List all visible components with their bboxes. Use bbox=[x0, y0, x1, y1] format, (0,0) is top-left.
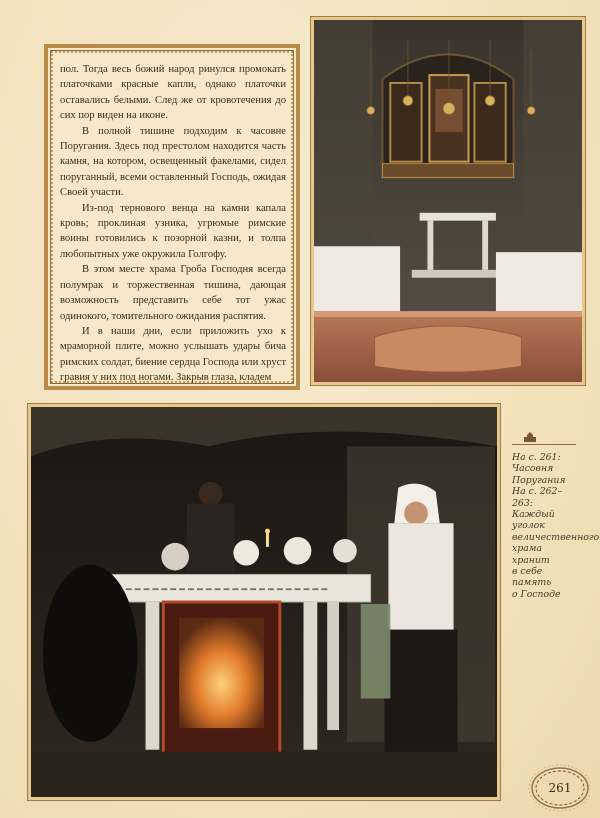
body-text bbox=[60, 62, 286, 386]
page-number-wreath bbox=[510, 758, 590, 814]
paragraph-1: пол. Тогда весь божий народ ринулся промокать платочками красные капли, однако платочки оставались белыми. След же от кровотечения до сих пор виден на иконе. bbox=[60, 64, 286, 122]
caption-line: в себе память bbox=[512, 566, 552, 589]
pilgrims-photo bbox=[28, 404, 500, 800]
caption-line: Каждый уголок bbox=[512, 509, 555, 532]
caption-line: Часовня bbox=[512, 463, 554, 475]
caption-line: храма хранит bbox=[512, 543, 550, 566]
caption-line: На с. 262–263: bbox=[512, 486, 563, 509]
church-ornament-icon bbox=[522, 432, 538, 442]
paragraph-4: В этом месте храма Гроба Господня всегда полумрак и торжественная тишина, дающая возможность представить себе тот ужас одинокого, томительного ожидания распятия. bbox=[60, 264, 286, 322]
paragraph-3: Из-под тернового венца на камни капала кровь; проклиная узника, угрюмые римские воины готовились к позорной казни, и толпа любопытных уже окружила Голгофу. bbox=[60, 202, 286, 260]
caption-rule bbox=[512, 444, 576, 445]
caption-line: На с. 261: bbox=[512, 452, 561, 463]
caption-line: Поругания bbox=[512, 474, 566, 486]
photo-caption bbox=[512, 452, 600, 600]
pilgrims-illustration bbox=[31, 407, 497, 797]
caption-line: о Господе bbox=[512, 588, 561, 600]
text-frame bbox=[44, 44, 300, 390]
paragraph-5: И в наши дни, если приложить ухо к мраморной плите, можно услышать удары бича римских солдат, биение сердца Господа или хруст гравия у них под ногами. Закрыв глаза, кладем bbox=[60, 325, 286, 384]
caption-line: величественного bbox=[512, 531, 600, 543]
chapel-illustration bbox=[314, 20, 582, 382]
paragraph-2: В полной тишине подходим к часовне Поругания. Здесь под престолом находится часть камня, на котором, освещенный факелами, сидел поруганный, всеми оставленный Господь, ожидая Своей участи. bbox=[60, 125, 286, 199]
page-number: 261 bbox=[548, 781, 572, 795]
chapel-photo bbox=[311, 17, 585, 385]
